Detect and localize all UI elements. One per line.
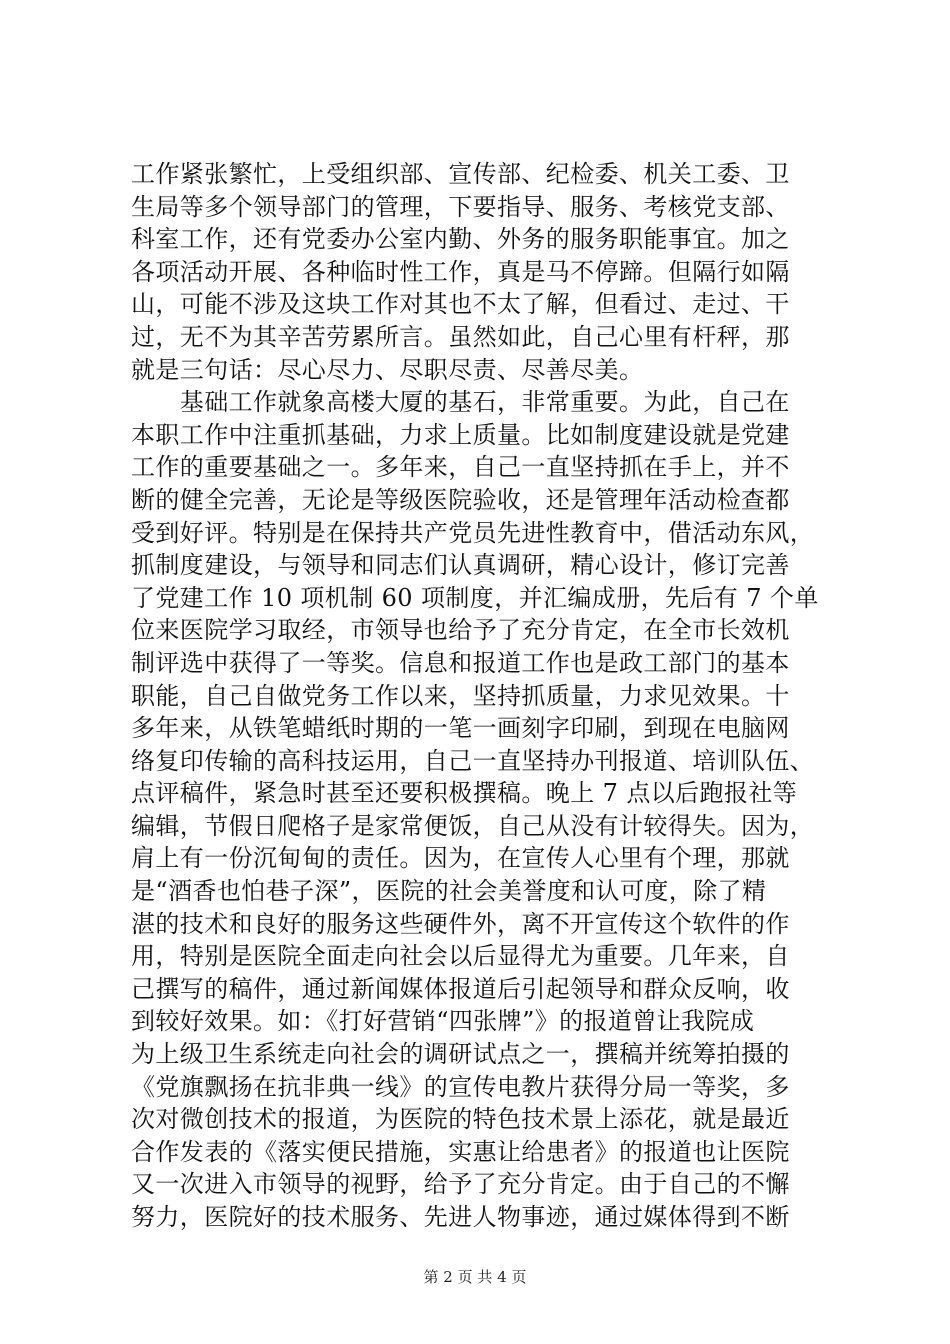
text-line: 受到好评。特别是在保持共产党员先进性教育中，借活动东风，: [131, 518, 815, 547]
text-line: 湛的技术和良好的服务这些硬件外，离不开宣传这个软件的作: [131, 909, 790, 938]
text-line: 络复印传输的高科技运用，自己一直坚持办刊报道、培训队伍、: [131, 746, 815, 775]
text-line: 为上级卫生系统走向社会的调研试点之一，撰稿并统筹拍摄的: [131, 1040, 790, 1069]
text-line: 次对微创技术的报道，为医院的特色技术景上添花，就是最近: [131, 1105, 790, 1134]
text-line: 生局等多个领导部门的管理，下要指导、服务、考核党支部、: [131, 192, 790, 221]
text-line: 抓制度建设，与领导和同志们认真调研，精心设计，修订完善: [131, 551, 790, 580]
text-line: 就是三句话：尽心尽力、尽职尽责、尽善尽美。: [131, 355, 644, 384]
text-line: 用，特别是医院全面走向社会以后显得尤为重要。几年来，自: [131, 942, 790, 971]
text-line: 肩上有一份沉甸甸的责任。因为，在宣传人心里有个理，那就: [131, 844, 790, 873]
text-line: 本职工作中注重抓基础，力求上质量。比如制度建设就是党建: [131, 420, 790, 449]
text-line: 是“酒香也怕巷子深”，医院的社会美誉度和认可度，除了精: [131, 877, 767, 906]
text-line: 多年来，从铁笔蜡纸时期的一笔一画刻字印刷，到现在电脑网: [131, 714, 790, 743]
text-line: 合作发表的《落实便民措施，实惠让给患者》的报道也让医院: [131, 1137, 790, 1166]
text-line: 位来医院学习取经，市领导也给予了充分肯定，在全市长效机: [131, 616, 790, 645]
text-line: 点评稿件，紧急时甚至还要积极撰稿。晚上 7 点以后跑报社等: [131, 779, 798, 808]
text-line: 基础工作就象高楼大厦的基石，非常重要。为此，自己在: [131, 388, 790, 417]
text-line: 编辑，节假日爬格子是家常便饭，自己从没有计较得失。因为，: [131, 811, 815, 840]
text-line: 科室工作，还有党委办公室内勤、外务的服务职能事宜。加之: [131, 225, 790, 254]
text-line: 了党建工作 10 项机制 60 项制度，并汇编成册，先后有 7 个单: [131, 583, 819, 612]
text-line: 过，无不为其辛苦劳累所言。虽然如此，自己心里有杆秤，那: [131, 322, 790, 351]
text-line: 工作的重要基础之一。多年来，自己一直坚持抓在手上，并不: [131, 453, 790, 482]
text-line: 到较好效果。如：《打好营销“四张牌”》的报道曾让我院成: [131, 1007, 755, 1036]
text-line: 各项活动开展、各种临时性工作，真是马不停蹄。但隔行如隔: [131, 257, 790, 286]
text-line: 断的健全完善，无论是等级医院验收，还是管理年活动检查都: [131, 485, 790, 514]
text-line: 又一次进入市领导的视野，给予了充分肯定。由于自己的不懈: [131, 1170, 790, 1199]
text-line: 努力，医院好的技术服务、先进人物事迹，通过媒体得到不断: [131, 1203, 790, 1231]
body-text: [131, 158, 831, 1234]
text-line: 己撰写的稿件，通过新闻媒体报道后引起领导和群众反响，收: [131, 974, 790, 1003]
text-line: 工作紧张繁忙，上受组织部、宣传部、纪检委、机关工委、卫: [131, 160, 790, 188]
text-line: 制评选中获得了一等奖。信息和报道工作也是政工部门的基本: [131, 648, 790, 677]
page-number-footer: 第 2 页 共 4 页: [423, 1268, 527, 1286]
text-line: 《党旗飘扬在抗非典一线》的宣传电教片获得分局一等奖，多: [131, 1072, 790, 1101]
text-line: 山，可能不涉及这块工作对其也不太了解，但看过、走过、干: [131, 290, 790, 319]
text-line: 职能，自己自做党务工作以来，坚持抓质量，力求见效果。十: [131, 681, 790, 710]
